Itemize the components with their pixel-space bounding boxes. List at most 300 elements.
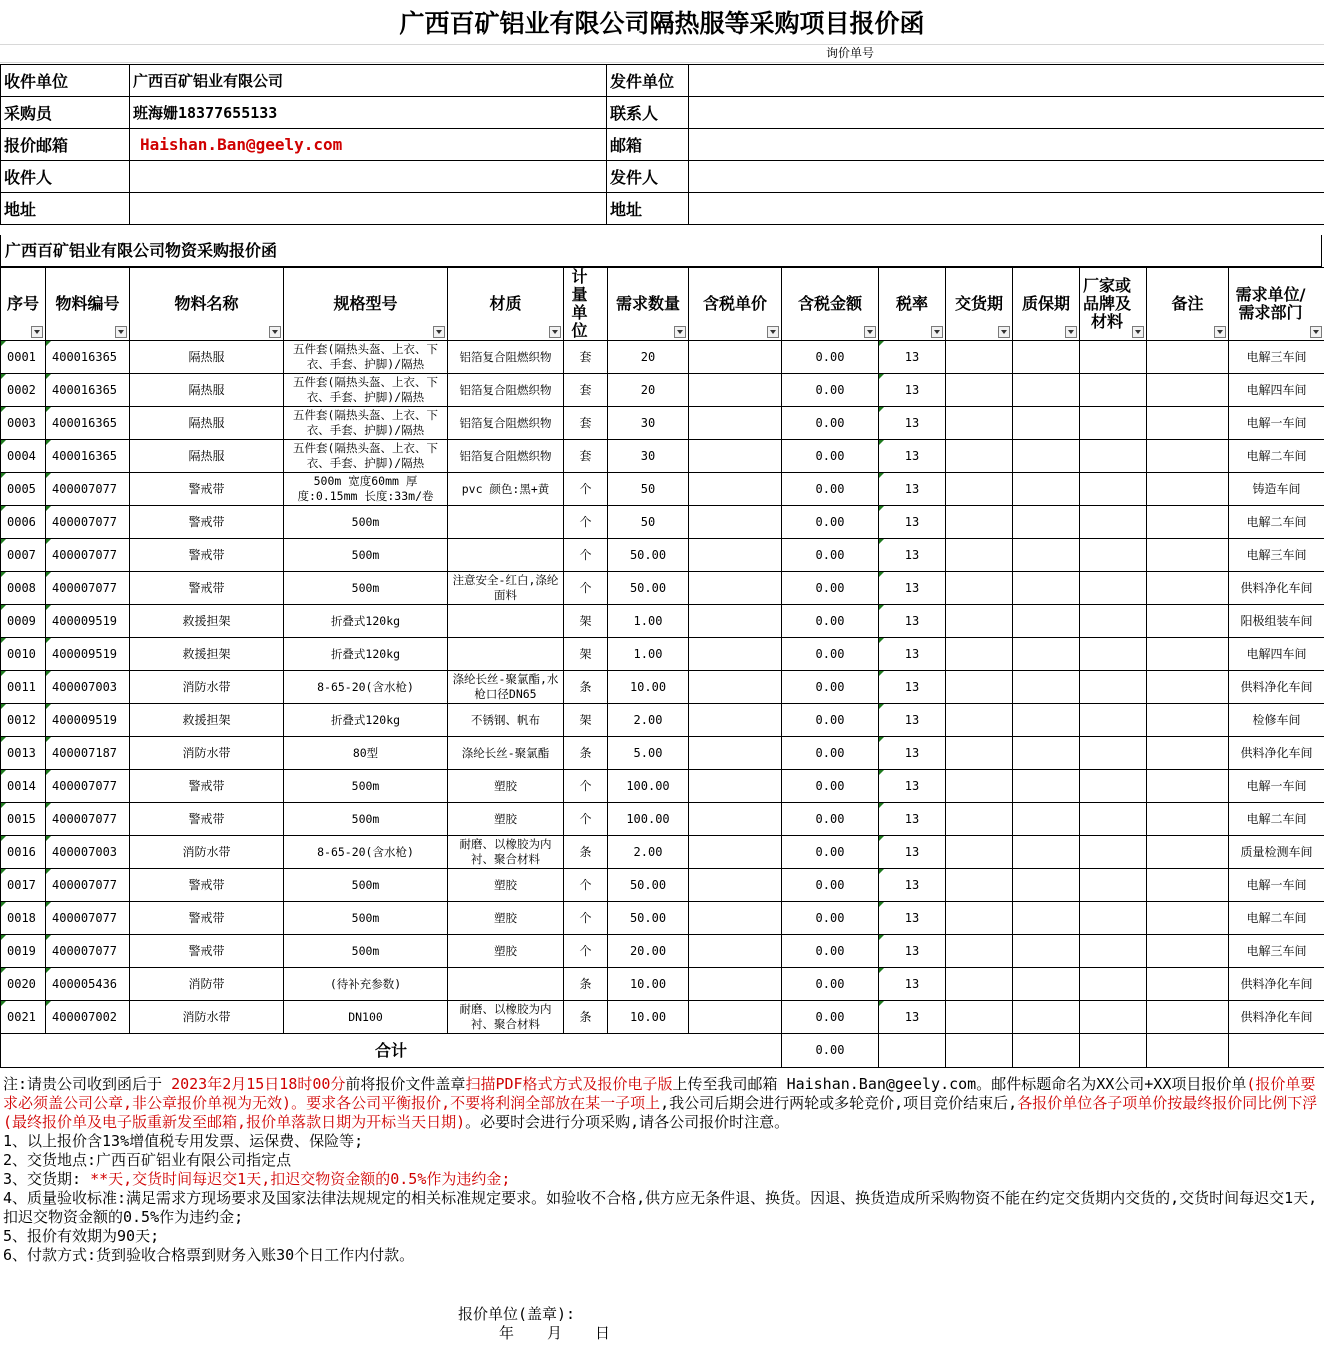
cell-unit[interactable]: 个 [564,803,608,836]
cell-dept[interactable]: 电解四车间 [1229,638,1324,671]
cell-no[interactable]: 0007 [1,539,46,572]
cell-price[interactable] [689,539,782,572]
cell-price[interactable] [689,572,782,605]
cell-amount[interactable]: 0.00 [782,374,879,407]
cell-delivery[interactable] [946,341,1013,374]
cell-price[interactable] [689,704,782,737]
cell-delivery[interactable] [946,968,1013,1001]
cell-amount[interactable]: 0.00 [782,341,879,374]
cell-tax[interactable]: 13 [879,902,946,935]
cell-tax[interactable]: 13 [879,473,946,506]
cell-remark[interactable] [1147,902,1229,935]
cell-unit[interactable]: 套 [564,341,608,374]
filter-dropdown-icon[interactable] [1310,326,1322,338]
cell-spec[interactable]: 8-65-20(含水枪) [284,671,448,704]
cell-code[interactable]: 400016365 [46,341,130,374]
cell-name[interactable]: 消防水带 [130,671,284,704]
cell-code[interactable]: 400007077 [46,869,130,902]
cell-unit[interactable]: 个 [564,473,608,506]
cell-remark[interactable] [1147,869,1229,902]
cell-brand[interactable] [1080,902,1147,935]
cell-dept[interactable]: 电解三车间 [1229,341,1324,374]
cell-warranty[interactable] [1013,935,1080,968]
cell-remark[interactable] [1147,704,1229,737]
cell-no[interactable]: 0010 [1,638,46,671]
cell-material[interactable]: 耐磨、以橡胶为内衬、聚合材料 [448,1001,564,1034]
cell-brand[interactable] [1080,341,1147,374]
cell-tax[interactable]: 13 [879,869,946,902]
filter-dropdown-icon[interactable] [864,326,876,338]
cell-spec[interactable]: 五件套(隔热头盔、上衣、下衣、手套、护脚)/隔热 [284,341,448,374]
cell-name[interactable]: 警戒带 [130,902,284,935]
filter-dropdown-icon[interactable] [931,326,943,338]
cell-remark[interactable] [1147,836,1229,869]
cell-unit[interactable]: 套 [564,374,608,407]
cell-code[interactable]: 400007077 [46,770,130,803]
cell-no[interactable]: 0017 [1,869,46,902]
cell-warranty[interactable] [1013,638,1080,671]
cell-tax[interactable]: 13 [879,572,946,605]
cell-material[interactable]: 涤纶长丝-聚氯酯,水枪口径DN65 [448,671,564,704]
cell-delivery[interactable] [946,473,1013,506]
cell-unit[interactable]: 条 [564,836,608,869]
cell-brand[interactable] [1080,869,1147,902]
cell-unit[interactable]: 个 [564,539,608,572]
cell-name[interactable]: 救援担架 [130,704,284,737]
cell-code[interactable]: 400007077 [46,572,130,605]
sender-value[interactable] [689,161,1324,193]
cell-name[interactable]: 警戒带 [130,539,284,572]
cell-spec[interactable]: 折叠式120kg [284,638,448,671]
recipient-value[interactable] [130,161,607,193]
cell-tax[interactable]: 13 [879,605,946,638]
cell-price[interactable] [689,605,782,638]
cell-warranty[interactable] [1013,902,1080,935]
filter-dropdown-icon[interactable] [1132,326,1144,338]
cell-spec[interactable]: 500m 宽度60mm 厚度:0.15mm 长度:33m/卷 [284,473,448,506]
cell-dept[interactable]: 供料净化车间 [1229,737,1324,770]
cell-unit[interactable]: 套 [564,440,608,473]
cell-remark[interactable] [1147,935,1229,968]
cell-code[interactable]: 400016365 [46,374,130,407]
cell-name[interactable]: 隔热服 [130,374,284,407]
cell-delivery[interactable] [946,836,1013,869]
cell-spec[interactable]: DN100 [284,1001,448,1034]
cell-amount[interactable]: 0.00 [782,671,879,704]
cell-brand[interactable] [1080,935,1147,968]
cell-amount[interactable]: 0.00 [782,737,879,770]
cell-name[interactable]: 救援担架 [130,638,284,671]
cell-unit[interactable]: 个 [564,770,608,803]
cell-no[interactable]: 0002 [1,374,46,407]
cell-name[interactable]: 隔热服 [130,341,284,374]
cell-amount[interactable]: 0.00 [782,473,879,506]
cell-code[interactable]: 400016365 [46,407,130,440]
cell-code[interactable]: 400007003 [46,836,130,869]
cell-price[interactable] [689,869,782,902]
cell-no[interactable]: 0004 [1,440,46,473]
cell-spec[interactable]: 500m [284,770,448,803]
cell-qty[interactable]: 50 [608,473,689,506]
cell-warranty[interactable] [1013,671,1080,704]
cell-warranty[interactable] [1013,836,1080,869]
cell-qty[interactable]: 50 [608,506,689,539]
cell-material[interactable]: 涤纶长丝-聚氯酯 [448,737,564,770]
cell-warranty[interactable] [1013,374,1080,407]
cell-material[interactable] [448,605,564,638]
cell-unit[interactable]: 个 [564,935,608,968]
cell-amount[interactable]: 0.00 [782,440,879,473]
cell-remark[interactable] [1147,473,1229,506]
contact-value[interactable] [689,97,1324,129]
cell-remark[interactable] [1147,1001,1229,1034]
cell-no[interactable]: 0014 [1,770,46,803]
cell-code[interactable]: 400007077 [46,539,130,572]
cell-name[interactable]: 警戒带 [130,803,284,836]
cell-amount[interactable]: 0.00 [782,935,879,968]
cell-spec[interactable]: 500m [284,572,448,605]
cell-amount[interactable]: 0.00 [782,638,879,671]
cell-brand[interactable] [1080,539,1147,572]
cell-unit[interactable]: 个 [564,869,608,902]
cell-delivery[interactable] [946,935,1013,968]
cell-material[interactable]: 塑胶 [448,902,564,935]
cell-warranty[interactable] [1013,407,1080,440]
cell-warranty[interactable] [1013,803,1080,836]
cell-no[interactable]: 0006 [1,506,46,539]
cell-dept[interactable]: 阳极组装车间 [1229,605,1324,638]
cell-warranty[interactable] [1013,737,1080,770]
cell-amount[interactable]: 0.00 [782,803,879,836]
cell-spec[interactable]: 500m [284,935,448,968]
cell-no[interactable]: 0020 [1,968,46,1001]
cell-unit[interactable]: 条 [564,737,608,770]
cell-unit[interactable]: 条 [564,1001,608,1034]
cell-material[interactable]: 铝箔复合阻燃织物 [448,341,564,374]
cell-remark[interactable] [1147,539,1229,572]
cell-delivery[interactable] [946,407,1013,440]
cell-brand[interactable] [1080,407,1147,440]
cell-name[interactable]: 消防水带 [130,737,284,770]
filter-dropdown-icon[interactable] [433,326,445,338]
cell-material[interactable]: 塑胶 [448,803,564,836]
cell-material[interactable]: 铝箔复合阻燃织物 [448,440,564,473]
cell-name[interactable]: 警戒带 [130,506,284,539]
cell-tax[interactable]: 13 [879,638,946,671]
cell-tax[interactable]: 13 [879,737,946,770]
cell-no[interactable]: 0011 [1,671,46,704]
cell-dept[interactable]: 供料净化车间 [1229,968,1324,1001]
cell-remark[interactable] [1147,440,1229,473]
email-value[interactable] [689,129,1324,161]
cell-qty[interactable]: 20 [608,374,689,407]
cell-brand[interactable] [1080,803,1147,836]
cell-qty[interactable]: 10.00 [608,1001,689,1034]
cell-spec[interactable]: 500m [284,869,448,902]
cell-qty[interactable]: 100.00 [608,803,689,836]
cell-brand[interactable] [1080,638,1147,671]
cell-warranty[interactable] [1013,704,1080,737]
cell-price[interactable] [689,836,782,869]
cell-material[interactable]: 塑胶 [448,869,564,902]
cell-unit[interactable]: 架 [564,605,608,638]
cell-name[interactable]: 警戒带 [130,473,284,506]
cell-dept[interactable]: 电解三车间 [1229,539,1324,572]
cell-brand[interactable] [1080,605,1147,638]
cell-price[interactable] [689,737,782,770]
cell-code[interactable]: 400007003 [46,671,130,704]
quote-email-value[interactable]: Haishan.Ban@geely.com [130,129,607,161]
cell-material[interactable]: 塑胶 [448,935,564,968]
cell-warranty[interactable] [1013,605,1080,638]
cell-code[interactable]: 400005436 [46,968,130,1001]
cell-warranty[interactable] [1013,341,1080,374]
cell-dept[interactable]: 供料净化车间 [1229,1001,1324,1034]
cell-spec[interactable]: 500m [284,539,448,572]
cell-delivery[interactable] [946,605,1013,638]
cell-spec[interactable]: 500m [284,506,448,539]
cell-qty[interactable]: 2.00 [608,836,689,869]
cell-brand[interactable] [1080,1001,1147,1034]
cell-amount[interactable]: 0.00 [782,704,879,737]
cell-dept[interactable]: 电解二车间 [1229,902,1324,935]
cell-amount[interactable]: 0.00 [782,407,879,440]
buyer-value[interactable]: 班海姗18377655133 [130,97,607,129]
cell-brand[interactable] [1080,473,1147,506]
cell-delivery[interactable] [946,572,1013,605]
cell-dept[interactable]: 铸造车间 [1229,473,1324,506]
cell-unit[interactable]: 个 [564,902,608,935]
cell-tax[interactable]: 13 [879,671,946,704]
cell-amount[interactable]: 0.00 [782,902,879,935]
cell-spec[interactable]: 500m [284,803,448,836]
cell-dept[interactable]: 检修车间 [1229,704,1324,737]
cell-tax[interactable]: 13 [879,1001,946,1034]
filter-dropdown-icon[interactable] [269,326,281,338]
filter-dropdown-icon[interactable] [115,326,127,338]
cell-qty[interactable]: 10.00 [608,968,689,1001]
cell-code[interactable]: 400009519 [46,704,130,737]
cell-no[interactable]: 0001 [1,341,46,374]
cell-name[interactable]: 隔热服 [130,407,284,440]
cell-warranty[interactable] [1013,572,1080,605]
cell-brand[interactable] [1080,968,1147,1001]
cell-qty[interactable]: 2.00 [608,704,689,737]
cell-warranty[interactable] [1013,968,1080,1001]
cell-remark[interactable] [1147,374,1229,407]
cell-material[interactable] [448,638,564,671]
cell-warranty[interactable] [1013,869,1080,902]
cell-qty[interactable]: 10.00 [608,671,689,704]
cell-qty[interactable]: 50.00 [608,869,689,902]
cell-dept[interactable]: 供料净化车间 [1229,572,1324,605]
cell-material[interactable] [448,968,564,1001]
cell-dept[interactable]: 电解二车间 [1229,803,1324,836]
cell-no[interactable]: 0012 [1,704,46,737]
cell-remark[interactable] [1147,803,1229,836]
cell-qty[interactable]: 20.00 [608,935,689,968]
cell-delivery[interactable] [946,506,1013,539]
cell-delivery[interactable] [946,803,1013,836]
cell-delivery[interactable] [946,671,1013,704]
cell-no[interactable]: 0018 [1,902,46,935]
cell-dept[interactable]: 电解四车间 [1229,374,1324,407]
cell-unit[interactable]: 个 [564,506,608,539]
cell-code[interactable]: 400007077 [46,902,130,935]
cell-price[interactable] [689,770,782,803]
cell-qty[interactable]: 50.00 [608,902,689,935]
cell-brand[interactable] [1080,506,1147,539]
cell-tax[interactable]: 13 [879,803,946,836]
cell-code[interactable]: 400007187 [46,737,130,770]
cell-code[interactable]: 400009519 [46,638,130,671]
cell-code[interactable]: 400009519 [46,605,130,638]
cell-tax[interactable]: 13 [879,935,946,968]
cell-no[interactable]: 0021 [1,1001,46,1034]
cell-delivery[interactable] [946,737,1013,770]
cell-remark[interactable] [1147,572,1229,605]
cell-dept[interactable]: 电解一车间 [1229,407,1324,440]
cell-dept[interactable]: 电解三车间 [1229,935,1324,968]
cell-price[interactable] [689,374,782,407]
cell-tax[interactable]: 13 [879,836,946,869]
cell-amount[interactable]: 0.00 [782,770,879,803]
cell-amount[interactable]: 0.00 [782,572,879,605]
cell-material[interactable] [448,506,564,539]
cell-code[interactable]: 400007077 [46,803,130,836]
cell-delivery[interactable] [946,374,1013,407]
address2-value[interactable] [689,193,1324,225]
cell-warranty[interactable] [1013,473,1080,506]
cell-code[interactable]: 400016365 [46,440,130,473]
cell-tax[interactable]: 13 [879,440,946,473]
cell-dept[interactable]: 电解一车间 [1229,869,1324,902]
filter-dropdown-icon[interactable] [549,326,561,338]
cell-delivery[interactable] [946,638,1013,671]
cell-material[interactable]: 铝箔复合阻燃织物 [448,374,564,407]
cell-no[interactable]: 0005 [1,473,46,506]
cell-unit[interactable]: 架 [564,638,608,671]
cell-code[interactable]: 400007002 [46,1001,130,1034]
cell-spec[interactable]: 折叠式120kg [284,704,448,737]
cell-material[interactable]: 不锈钢、帆布 [448,704,564,737]
cell-dept[interactable]: 供料净化车间 [1229,671,1324,704]
cell-remark[interactable] [1147,407,1229,440]
cell-amount[interactable]: 0.00 [782,836,879,869]
cell-material[interactable]: 塑胶 [448,770,564,803]
cell-remark[interactable] [1147,737,1229,770]
cell-name[interactable]: 警戒带 [130,935,284,968]
cell-material[interactable]: 耐磨、以橡胶为内衬、聚合材料 [448,836,564,869]
cell-delivery[interactable] [946,770,1013,803]
cell-tax[interactable]: 13 [879,506,946,539]
cell-name[interactable]: 隔热服 [130,440,284,473]
cell-remark[interactable] [1147,638,1229,671]
cell-tax[interactable]: 13 [879,341,946,374]
cell-tax[interactable]: 13 [879,704,946,737]
cell-delivery[interactable] [946,704,1013,737]
cell-qty[interactable]: 100.00 [608,770,689,803]
cell-price[interactable] [689,506,782,539]
cell-price[interactable] [689,1001,782,1034]
cell-qty[interactable]: 50.00 [608,539,689,572]
cell-unit[interactable]: 条 [564,671,608,704]
cell-remark[interactable] [1147,605,1229,638]
filter-dropdown-icon[interactable] [674,326,686,338]
cell-brand[interactable] [1080,704,1147,737]
cell-brand[interactable] [1080,737,1147,770]
cell-spec[interactable]: 五件套(隔热头盔、上衣、下衣、手套、护脚)/隔热 [284,440,448,473]
cell-qty[interactable]: 1.00 [608,638,689,671]
cell-delivery[interactable] [946,902,1013,935]
cell-unit[interactable]: 套 [564,407,608,440]
cell-qty[interactable]: 1.00 [608,605,689,638]
filter-dropdown-icon[interactable] [31,326,43,338]
cell-delivery[interactable] [946,440,1013,473]
cell-name[interactable]: 警戒带 [130,572,284,605]
cell-qty[interactable]: 30 [608,407,689,440]
cell-price[interactable] [689,638,782,671]
cell-warranty[interactable] [1013,1001,1080,1034]
cell-no[interactable]: 0008 [1,572,46,605]
cell-warranty[interactable] [1013,506,1080,539]
cell-spec[interactable]: 五件套(隔热头盔、上衣、下衣、手套、护脚)/隔热 [284,407,448,440]
filter-dropdown-icon[interactable] [998,326,1010,338]
receiver-unit-value[interactable]: 广西百矿铝业有限公司 [130,65,607,97]
cell-brand[interactable] [1080,770,1147,803]
cell-code[interactable]: 400007077 [46,506,130,539]
cell-remark[interactable] [1147,770,1229,803]
cell-brand[interactable] [1080,440,1147,473]
cell-brand[interactable] [1080,836,1147,869]
cell-price[interactable] [689,968,782,1001]
cell-price[interactable] [689,935,782,968]
cell-price[interactable] [689,473,782,506]
cell-brand[interactable] [1080,374,1147,407]
cell-name[interactable]: 警戒带 [130,770,284,803]
cell-brand[interactable] [1080,671,1147,704]
cell-material[interactable] [448,539,564,572]
cell-brand[interactable] [1080,572,1147,605]
cell-price[interactable] [689,341,782,374]
cell-spec[interactable]: 80型 [284,737,448,770]
cell-name[interactable]: 消防水带 [130,836,284,869]
cell-dept[interactable]: 电解二车间 [1229,506,1324,539]
cell-no[interactable]: 0009 [1,605,46,638]
cell-warranty[interactable] [1013,770,1080,803]
cell-warranty[interactable] [1013,539,1080,572]
cell-spec[interactable]: 500m [284,902,448,935]
cell-spec[interactable]: 折叠式120kg [284,605,448,638]
cell-price[interactable] [689,671,782,704]
cell-material[interactable]: 注意安全-红白,涤纶面料 [448,572,564,605]
cell-tax[interactable]: 13 [879,968,946,1001]
cell-spec[interactable]: 8-65-20(含水枪) [284,836,448,869]
cell-name[interactable]: 救援担架 [130,605,284,638]
cell-spec[interactable]: (待补充参数) [284,968,448,1001]
cell-name[interactable]: 警戒带 [130,869,284,902]
cell-qty[interactable]: 5.00 [608,737,689,770]
cell-tax[interactable]: 13 [879,539,946,572]
cell-qty[interactable]: 30 [608,440,689,473]
cell-warranty[interactable] [1013,440,1080,473]
cell-amount[interactable]: 0.00 [782,539,879,572]
cell-code[interactable]: 400007077 [46,935,130,968]
cell-price[interactable] [689,407,782,440]
cell-remark[interactable] [1147,506,1229,539]
address-value[interactable] [130,193,607,225]
cell-no[interactable]: 0019 [1,935,46,968]
